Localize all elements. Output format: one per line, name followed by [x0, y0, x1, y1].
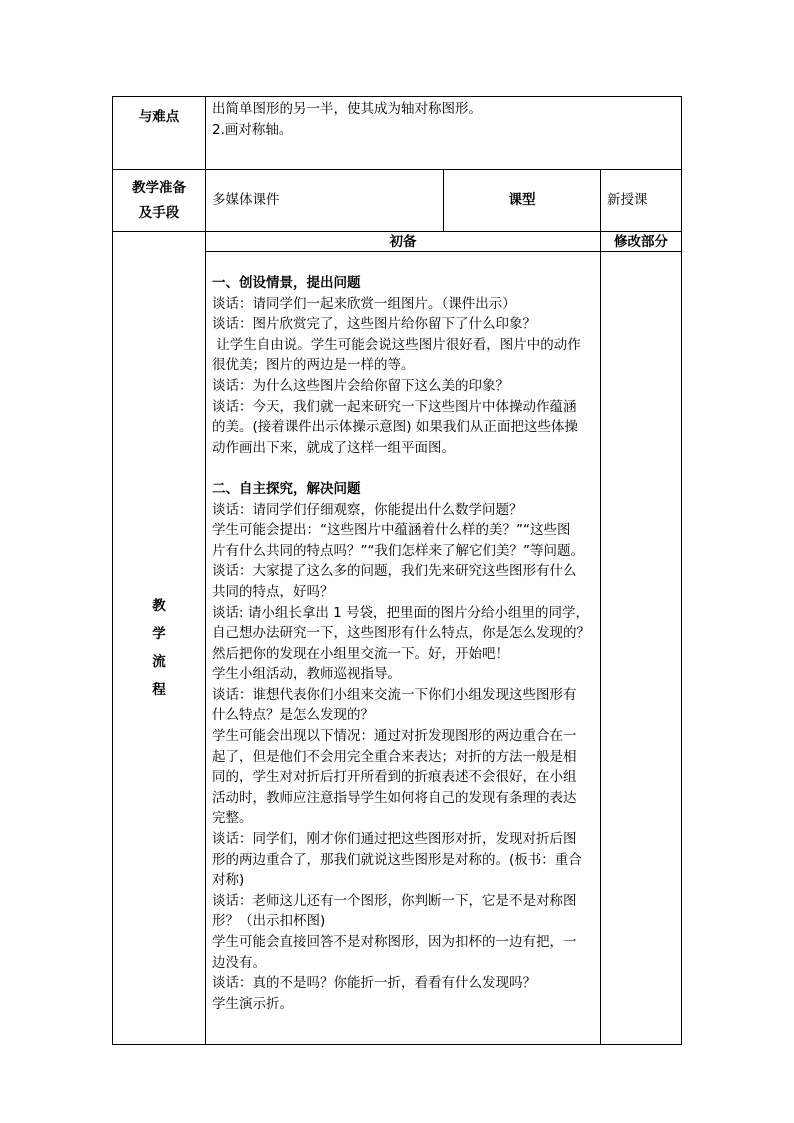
flow-label-char: 流 — [152, 654, 166, 670]
content-line: 学生演示折。 — [212, 995, 293, 1012]
draft-column-header: 初备 — [206, 232, 601, 252]
flow-label-char: 学 — [152, 626, 166, 642]
content-line: 形的两边重合了，那我们就说这些图形是对称的。(板书：重合 — [212, 851, 582, 868]
prep-row — [113, 170, 682, 232]
content-line: 很优美；图片的两边是一样的等。 — [212, 357, 415, 374]
revision-column-header: 修改部分 — [601, 232, 682, 252]
section-heading: 一、创设情景，提出问题 — [212, 275, 361, 291]
prep-value: 多媒体课件 — [206, 170, 444, 232]
difficulty-line: 出简单图形的另一半，使其成为轴对称图形。 — [212, 101, 482, 117]
column-header-row — [113, 232, 682, 252]
section-heading: 二、自主探究，解决问题 — [212, 480, 361, 497]
content-line: 活动时，教师应注意指导学生如何将自己的发现有条理的表达 — [212, 789, 577, 806]
content-line: 谈话：图片欣赏完了，这些图片给你留下了什么印象？ — [212, 316, 536, 333]
lesson-plan-table — [112, 96, 682, 1045]
content-line: 谈话: 请小组长拿出 1 号袋，把里面的图片分给小组里的同学， — [212, 604, 590, 621]
content-line: 谈话：请同学们仔细观察，你能提出什么数学问题？ — [212, 501, 523, 518]
paragraph-spacer — [212, 458, 595, 479]
content-line: 的美。(接着课件出示体操示意图) 如果我们从正面把这些体操 — [212, 419, 578, 436]
content-line: 谈话：真的不是吗？你能折一折，看看有什么发现吗？ — [212, 975, 536, 992]
difficulty-content — [206, 97, 682, 170]
lesson-type-value: 新授课 — [601, 170, 682, 232]
content-line: 学生可能会出现以下情况：通过对折发现图形的两边重合在一 — [212, 728, 577, 745]
content-line: 学生可能会提出：“这些图片中蕴涵着什么样的美？”“这些图 — [212, 522, 571, 539]
content-line: 形？（出示扣杯图) — [212, 913, 326, 930]
teaching-flow-label — [113, 232, 206, 1045]
prep-label-line: 及手段 — [138, 204, 180, 221]
content-line: 动作画出下来，就成了这样一组平面图。 — [212, 439, 455, 456]
flow-label-char: 程 — [152, 682, 166, 698]
prep-label — [113, 170, 206, 232]
prep-label-line: 教学准备 — [132, 179, 186, 196]
difficulty-label: 与难点 — [113, 97, 206, 170]
difficulty-row — [113, 97, 682, 170]
content-line: 谈话：为什么这些图片会给你留下这么美的印象？ — [212, 377, 509, 394]
revision-content — [601, 252, 682, 1045]
content-line: 完整。 — [212, 810, 253, 827]
content-line: 让学生自由说。学生可能会说这些图片很好看，图片中的动作 — [212, 336, 581, 353]
content-line: 学生可能会直接回答不是对称图形，因为扣杯的一边有把，一 — [212, 934, 577, 950]
content-line: 同的，学生对对折后打开所看到的折痕表述不会很好，在小组 — [212, 769, 577, 786]
content-line: 谈话：老师这儿还有一个图形，你判断一下，它是不是对称图 — [212, 892, 577, 909]
content-line: 自己想办法研究一下，这些图形有什么特点，你是怎么发现的？ — [212, 625, 590, 642]
content-line: 什么特点？是怎么发现的？ — [212, 707, 374, 724]
content-line: 边没有。 — [212, 954, 266, 971]
flow-label-char: 教 — [152, 598, 166, 614]
content-line: 片有什么共同的特点吗？”“我们怎样来了解它们美？”等问题。 — [212, 542, 584, 559]
content-line: 起了，但是他们不会用完全重合来表达；对折的方法一般是相 — [212, 748, 577, 765]
content-line: 谈话：请同学们一起来欣赏一组图片。（课件出示） — [212, 295, 516, 312]
content-line: 对称) — [212, 872, 245, 889]
content-line: 然后把你的发现在小组里交流一下。好，开始吧！ — [212, 645, 509, 662]
draft-content — [206, 252, 601, 1045]
difficulty-line: 2.画对称轴。 — [212, 121, 293, 138]
content-line: 谈话：同学们，刚才你们通过把这些图形对折，发现对折后图 — [212, 831, 577, 848]
content-line: 学生小组活动，教师巡视指导。 — [212, 666, 401, 683]
content-line: 谈话：今天，我们就一起来研究一下这些图片中体操动作蕴涵 — [212, 398, 577, 415]
content-line: 共同的特点，好吗？ — [212, 583, 334, 600]
content-line: 谈话：谁想代表你们小组来交流一下你们小组发现这些图形有 — [212, 686, 577, 703]
content-line: 谈话：大家提了这么多的问题，我们先来研究这些图形有什么 — [212, 563, 577, 580]
lesson-type-label: 课型 — [444, 170, 601, 232]
